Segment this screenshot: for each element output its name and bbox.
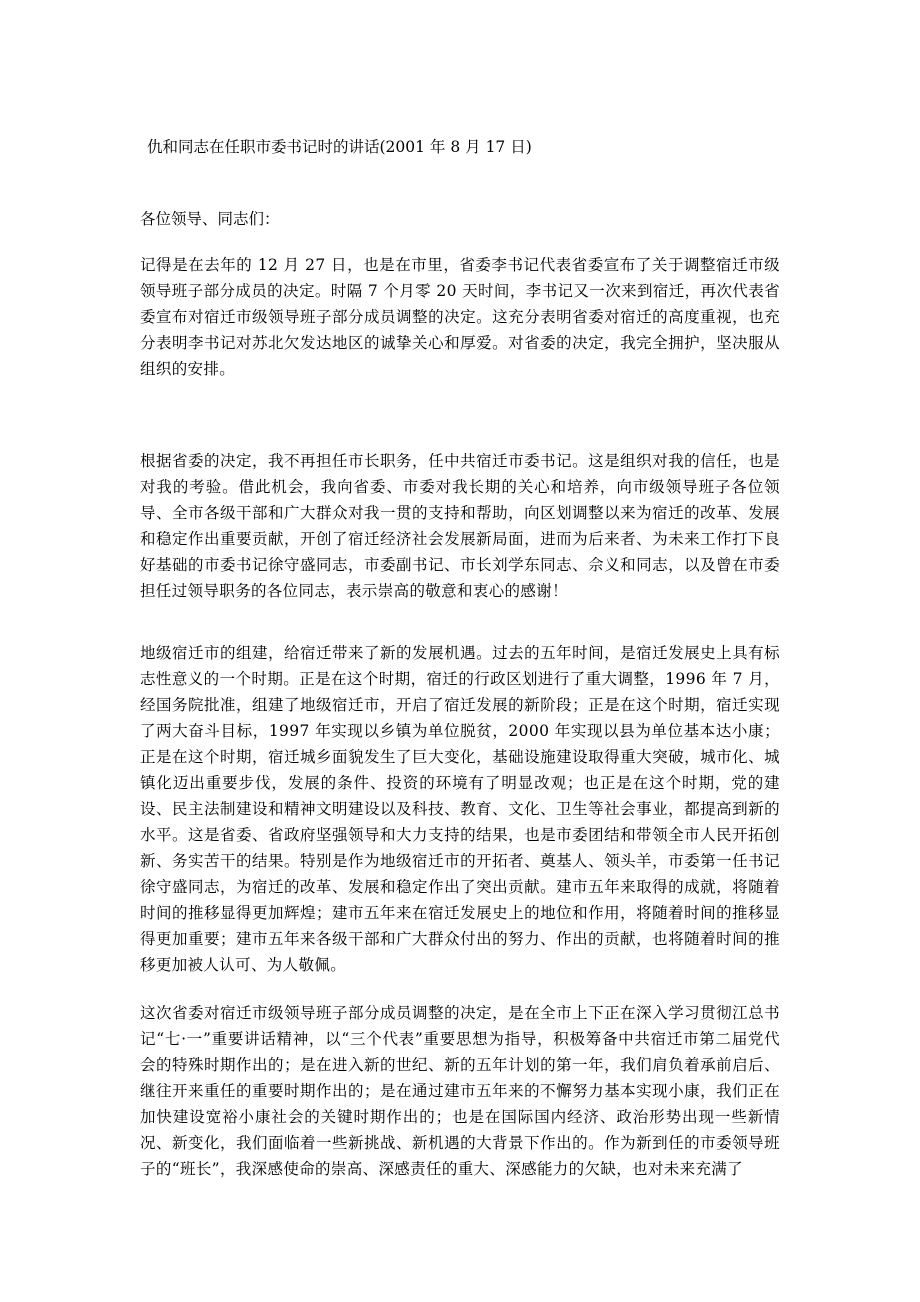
paragraph-1: 记得是在去年的 12 月 27 日，也是在市里，省委李书记代表省委宣布了关于调整宿迁市级领导班子部分成员的决定。时隔 7 个月零 20 天时间，李书记又一次来到宿迁，再次代表省委宣布对宿迁市级领导班子部分成员调整的决定。这充分表明省委对宿迁的高度重视，也充分表明李书记对苏北欠发达地区的诚挚关心和厚爱。对省委的决定，我完全拥护，坚决服从组织的安排。 <box>140 256 780 378</box>
paragraph-4: 这次省委对宿迁市级领导班子部分成员调整的决定，是在全市上下正在深入学习贯彻江总书记“七·一”重要讲话精神，以“三个代表”重要思想为指导，积极筹备中共宿迁市第二届党代会的特殊时期作出的；是在进入新的世纪、新的五年计划的第一年，我们肩负着承前启后、继往开来重任的重要时期作出的；是在通过建市五年来的不懈努力基本实现小康，我们正在加快建设宽裕小康社会的关键时期作出的；也是在国际国内经济、政治形势出现一些新情况、新变化，我们面临着一些新挑战、新机遇的大背景下作出的。作为新到任的市委领导班子的“班长”，我深感使命的崇高、深感责任的重大、深感能力的欠缺，也对未来充满了 <box>140 1004 780 1178</box>
paragraph-3: 地级宿迁市的组建，给宿迁带来了新的发展机遇。过去的五年时间，是宿迁发展史上具有标志性意义的一个时期。正是在这个时期，宿迁的行政区划进行了重大调整，1996 年 7 月，经国务院批准，组建了地级宿迁市，开启了宿迁发展的新阶段；正是在这个时期，宿迁实现了两大奋斗目标，1997 年实现以乡镇为单位脱贫，2000 年实现以县为单位基本达小康；正是在这个时期，宿迁城乡面貌发生了巨大变化，基础设施建设取得重大突破，城市化、城镇化迈出重要步伐，发展的条件、投资的环境有了明显改观；也正是在这个时期，党的建设、民主法制建设和精神文明建设以及科技、教育、文化、卫生等社会事业，都提高到新的水平。这是省委、省政府坚强领导和大力支持的结果，也是市委团结和带领全市人民开拓创新、务实苦干的结果。特别是作为地级宿迁市的开拓者、奠基人、领头羊，市委第一任书记徐守盛同志，为宿迁的改革、发展和稳定作出了突出贡献。建市五年来取得的成就，将随着时间的推移显得更加辉煌；建市五年来在宿迁发展史上的地位和作用，将随着时间的推移显得更加重要；建市五年来各级干部和广大群众付出的努力、作出的贡献，也将随着时间的推移更加被人认可、为人敬佩。 <box>140 644 780 974</box>
salutation: 各位领导、同志们： <box>140 210 280 228</box>
speech-title: 仇和同志在任职市委书记时的讲话(2001 年 8 月 17 日) <box>147 138 532 156</box>
paragraph-2: 根据省委的决定，我不再担任市长职务，任中共宿迁市委书记。这是组织对我的信任，也是对我的考验。借此机会，我向省委、市委对我长期的关心和培养，向市级领导班子各位领导、全市各级干部和广大群众对我一贯的支持和帮助，向区划调整以来为宿迁的改革、发展和稳定作出重要贡献，开创了宿迁经济社会发展新局面，进而为后来者、为未来工作打下良好基础的市委书记徐守盛同志，市委副书记、市长刘学东同志、佘义和同志，以及曾在市委担任过领导职务的各位同志，表示崇高的敬意和衷心的感谢！ <box>140 452 780 600</box>
